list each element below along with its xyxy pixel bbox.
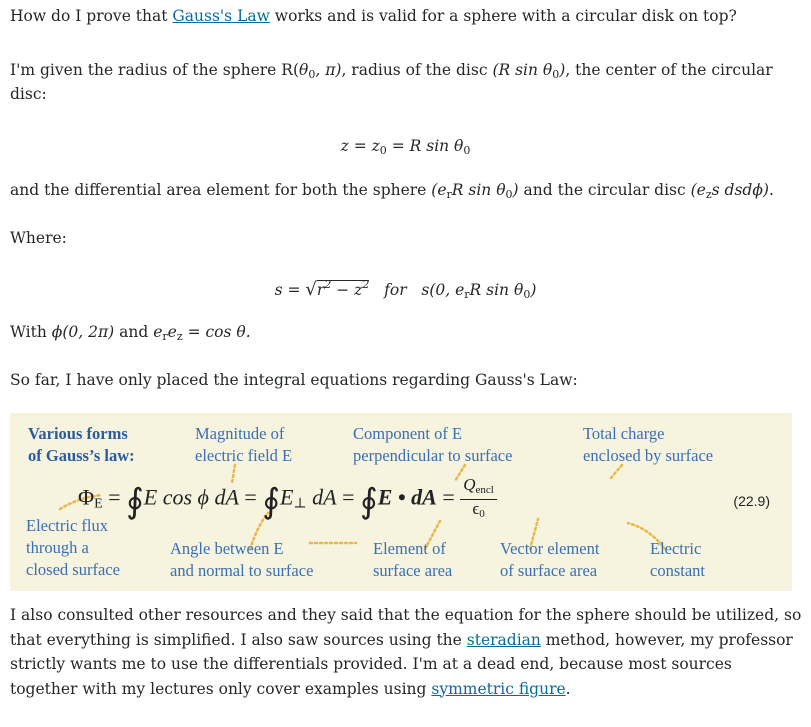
contour-integral-icon: ∮: [360, 483, 378, 521]
steradian-link[interactable]: steradian: [466, 630, 541, 649]
contour-integral-icon: ∮: [262, 483, 281, 521]
gauss-law-link[interactable]: Gauss's Law: [172, 7, 270, 25]
angle-label: Angle between E and normal to surface: [170, 539, 314, 580]
element-area-label: Element of surface area: [373, 539, 453, 580]
electric-flux-label: Electric flux through a closed surface: [26, 516, 120, 579]
differential-paragraph: and the differential area element for both the sphere ($e_rR$ $\sin \theta_0$) and the circular disc ($e_zs$ dsdϕ).: [10, 181, 774, 201]
contour-integral-icon: ∮: [126, 483, 144, 521]
electric-constant-label: Electric constant: [650, 539, 705, 580]
equation-number: (22.9): [733, 493, 770, 509]
gauss-law-figure: [10, 413, 792, 591]
charge-fraction: $\frac{Q_{encl}}{\epsilon_0}$: [460, 476, 497, 523]
where-label: Where:: [10, 229, 67, 247]
symmetric-figure-link[interactable]: symmetric figure: [431, 679, 566, 698]
component-label: Component of E perpendicular to surface: [353, 424, 513, 465]
various-forms-label: Various forms of Gauss’s law:: [28, 424, 135, 465]
sqrt-icon: √: [305, 279, 317, 300]
given-paragraph: I'm given the radius of the sphere $R(\theta_0$, π), radius of the disc (R $\sin \theta_0$), the center of the circular: [10, 61, 773, 81]
so-far-paragraph: So far, I have only placed the integral equations regarding Gauss's Law:: [10, 371, 578, 389]
equation-center: $z = z_0 = R$ $\sin \theta_0$: [340, 137, 471, 157]
given-paragraph-line2: disc:: [10, 85, 47, 103]
gauss-law-equation: $\Phi_E$ = ∮E cos ϕ dA = $∮E_\perp$ dA = ∮E • dA = $\frac{Q_{encl}}{\epsilon_0}$: [78, 476, 497, 523]
total-charge-label: Total charge enclosed by surface: [583, 424, 714, 465]
vector-element-label: Vector element of surface area: [500, 539, 600, 580]
equation-s: $s = √r^2 - z^2$ for s(0, $e_rR$ $\sin \theta_0$): [274, 278, 537, 301]
closing-paragraph: I also consulted other resources and they said that the equation for the sphere should be utilized, so that everything is simplified. I also saw sources using the steradian method, however, my professor strictly wants me to use the differentials provided. I'm at a dead end, because most sources together with my lectures only cover examples using symmetric figure.: [10, 606, 802, 698]
with-paragraph: With ϕ(0, 2π) and $e_re_z = \cos \theta$.: [10, 323, 251, 343]
magnitude-label: Magnitude of electric field E: [195, 424, 293, 465]
question-title: How do I prove that Gauss's Law works and is valid for a sphere with a circular disk on top?: [10, 7, 737, 25]
